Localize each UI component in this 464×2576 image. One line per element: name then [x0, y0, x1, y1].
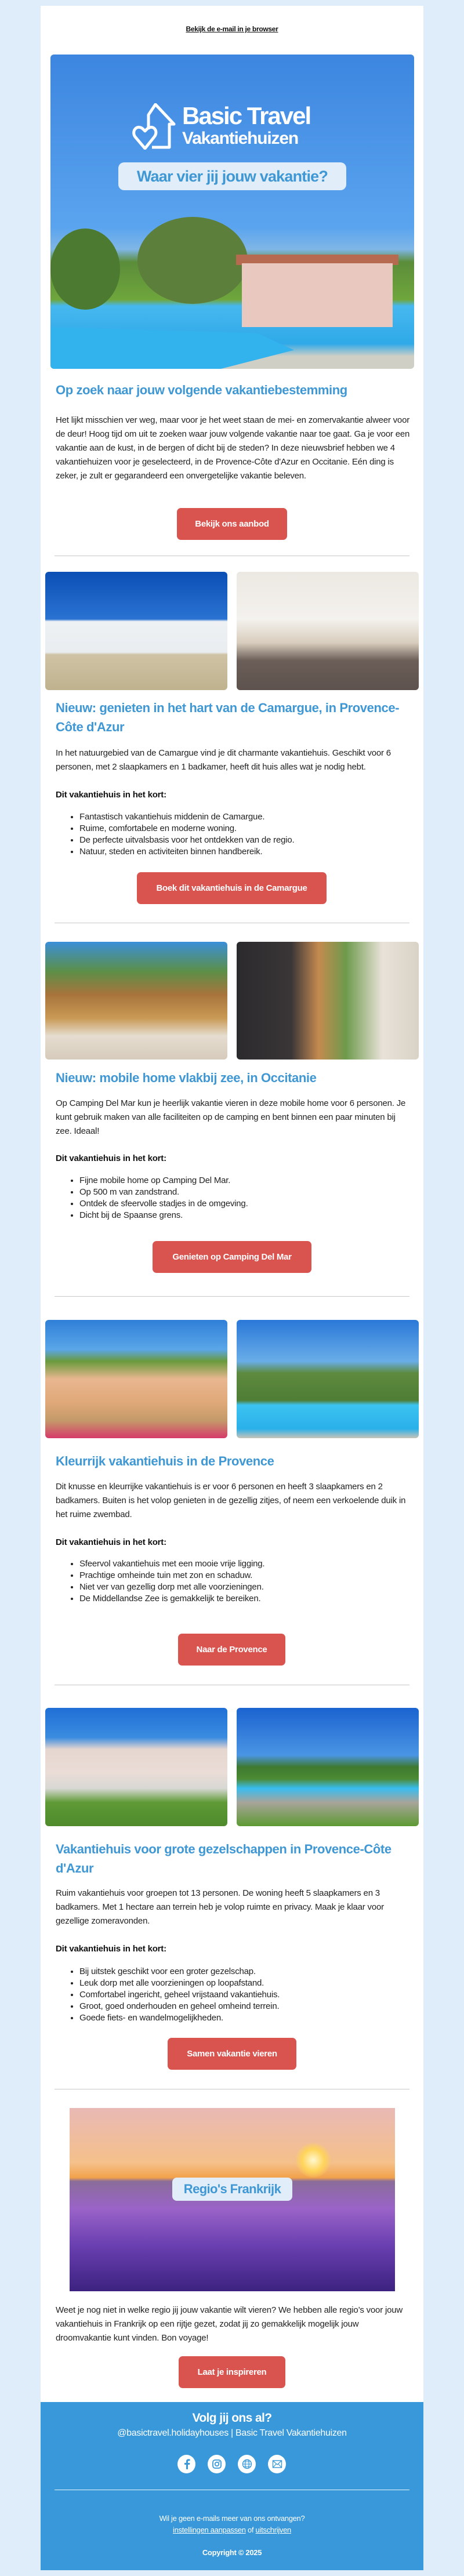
pool-shape [50, 327, 294, 369]
property-features-list [56, 1966, 280, 2024]
property-features-list [56, 1558, 264, 1605]
property-heading: Kleurrijk vakantiehuis in de Provence [56, 1454, 274, 1468]
tree-shape [50, 228, 120, 310]
list-item: • Bij uitstek geschikt voor een groter gezelschap. [79, 1966, 280, 1978]
list-item: • Op 500 m van zandstrand. [79, 1187, 248, 1198]
unsubscribe-link[interactable]: uitschrijven [255, 2526, 291, 2534]
group-house-exterior-image[interactable] [45, 1708, 227, 1826]
tree-shape [137, 217, 248, 304]
hero-banner-image[interactable] [50, 55, 414, 369]
intro-heading: Op zoek naar jouw volgende vakantiebestemming [56, 383, 347, 397]
list-item: • Groot, goed onderhouden en geheel omheind terrein. [79, 2001, 280, 2012]
provence-pool-image[interactable] [237, 1320, 419, 1438]
list-item: • Leuk dorp met alle voorzieningen op loopafstand. [79, 1978, 280, 1989]
footer [41, 2402, 423, 2570]
group-house-pool-image[interactable] [237, 1708, 419, 1826]
property-features-list [56, 811, 295, 858]
property-subheading: Dit vakantiehuis in het kort: [56, 1537, 166, 1547]
list-item: • De Middellandse Zee is gemakkelijk te bereiken. [79, 1593, 264, 1605]
footer-links [41, 2526, 423, 2534]
intro-paragraph: Het lijkt misschien ver weg, maar voor je het weet staan de mei- en zomervakantie alweer voor de deur! Hoog tijd om uit te zoeken waar jouw volgende vakantie naar toe gaat. Ga je voor een vakantie aan de kust, in de bergen of dicht bij de steden? In deze nieuwsbrief hebben we 4 vakantiehuizen voor je geselecteerd, in de Provence-Côte d'Azur en Occitanie. Eén ding is zeker, je zult er gegarandeerd een onvergetelijke vakantie beleven. [56, 415, 410, 481]
list-item: • Fijne mobile home op Camping Del Mar. [79, 1175, 248, 1187]
list-item: • Comfortabel ingericht, geheel vrijstaand vakantiehuis. [79, 1989, 280, 2001]
list-item: • Ruime, comfortabele en moderne woning. [79, 823, 295, 835]
property-paragraph: Ruim vakantiehuis voor groepen tot 13 personen. De woning heeft 5 slaapkamers en 3 badkamers. Met 1 hectare aan terrein heb je volop ruimte en privacy. Maak je klaar voor gezellige zomeravonden. [56, 1888, 384, 1926]
list-item: • Prachtige omheinde tuin met zon en schaduw. [79, 1570, 264, 1581]
logo-text-line1: Basic Travel [182, 102, 311, 129]
property-features-list [56, 1175, 248, 1221]
celebrate-together-button[interactable]: Samen vakantie vieren [168, 2038, 296, 2070]
view-offer-button[interactable]: Bekijk ons aanbod [177, 508, 287, 540]
property-subheading: Dit vakantiehuis in het kort: [56, 1944, 166, 1954]
list-item: • Niet ver van gezellig dorp met alle voorzieningen. [79, 1581, 264, 1593]
list-item: • Ontdek de sfeervolle stadjes in de omgeving. [79, 1198, 248, 1210]
view-in-browser-link[interactable]: Bekijk de e-mail in je browser [186, 25, 278, 33]
to-provence-button[interactable]: Naar de Provence [178, 1634, 285, 1666]
camargue-exterior-image[interactable] [45, 572, 227, 690]
property-heading: Nieuw: genieten in het hart van de Camargue, in Provence-Côte d'Azur [56, 701, 400, 734]
footer-title: Volg jij ons al? [192, 2411, 272, 2425]
house-heart-icon [132, 103, 179, 150]
globe-icon[interactable] [238, 2455, 256, 2473]
list-item: • Dicht bij de Spaanse grens. [79, 1210, 248, 1221]
brand-logo [132, 103, 329, 150]
list-item: • Sfeervol vakantiehuis met een mooie vrije ligging. [79, 1558, 264, 1570]
logo-text-line2: Vakantiehuizen [182, 129, 298, 148]
social-icons [177, 2455, 286, 2473]
provence-house-image[interactable] [45, 1320, 227, 1438]
hero-tagline: Waar vier jij jouw vakantie? [118, 162, 346, 190]
book-camargue-button[interactable]: Boek dit vakantiehuis in de Camargue [137, 872, 327, 904]
camargue-interior-image[interactable] [237, 572, 419, 690]
list-item: • Goede fiets- en wandelmogelijkheden. [79, 2012, 280, 2024]
property-subheading: Dit vakantiehuis in het kort: [56, 1153, 166, 1163]
list-item: • Natuur, steden en activiteiten binnen handbereik. [79, 846, 295, 858]
mail-icon[interactable] [268, 2455, 286, 2473]
camping-del-mar-button[interactable]: Genieten op Camping Del Mar [153, 1241, 311, 1273]
manage-settings-link[interactable]: instellingen aanpassen [173, 2526, 246, 2534]
footer-handle: @basictravel.holidayhouses | Basic Travel Vakantiehuizen [117, 2428, 347, 2438]
sun-shape [296, 2143, 331, 2178]
regions-paragraph: Weet je nog niet in welke regio jij jouw vakantie wilt vieren? We hebben alle regio’s voor jouw vakantiehuis in Frankrijk op een rijtje gezet, zodat jij zo gemakkelijk mogelijk jouw droomvakantie kunt vinden. Bon voyage! [56, 2305, 403, 2343]
property-subheading: Dit vakantiehuis in het kort: [56, 790, 166, 800]
list-item: • Fantastisch vakantiehuis middenin de Camargue. [79, 811, 295, 823]
instagram-icon[interactable] [208, 2455, 226, 2473]
property-heading: Vakantiehuis voor grote gezelschappen in Provence-Côte d'Azur [56, 1842, 392, 1875]
regions-label: Regio's Frankrijk [172, 2178, 292, 2201]
facebook-icon[interactable] [177, 2455, 195, 2473]
unsubscribe-question: Wil je geen e-mails meer van ons ontvangen? [159, 2514, 305, 2523]
mobile-home-exterior-image[interactable] [45, 942, 227, 1060]
get-inspired-button[interactable]: Laat je inspireren [179, 2356, 285, 2388]
property-paragraph: Op Camping Del Mar kun je heerlijk vakantie vieren in deze mobile home voor 6 personen. Je kunt gebruik maken van alle faciliteiten op de camping en bent binnen een paar minuten bij zee. Ideaal! [56, 1098, 406, 1136]
copyright: Copyright © 2025 [202, 2548, 262, 2557]
list-item: • De perfecte uitvalsbasis voor het ontdekken van de regio. [79, 835, 295, 846]
or-text: of [247, 2526, 254, 2534]
house-shape [242, 263, 393, 327]
section-divider [55, 1296, 409, 1297]
property-paragraph: In het natuurgebied van de Camargue vind je dit charmante vakantiehuis. Geschikt voor 6 personen, met 2 slaapkamers en 1 badkamer, heeft dit huis alles wat je nodig hebt. [56, 748, 391, 772]
lavender-field-image[interactable] [70, 2108, 395, 2291]
mobile-home-terrace-image[interactable] [237, 942, 419, 1060]
property-paragraph: Dit knusse en kleurrijke vakantiehuis is er voor 6 personen en heeft 3 slaapkamers en 2 badkamers. Buiten is het volop genieten in de gezellig zitjes, of neem een verkoelende duik in het ruime zwembad. [56, 1482, 406, 1519]
property-heading: Nieuw: mobile home vlakbij zee, in Occitanie [56, 1071, 317, 1085]
